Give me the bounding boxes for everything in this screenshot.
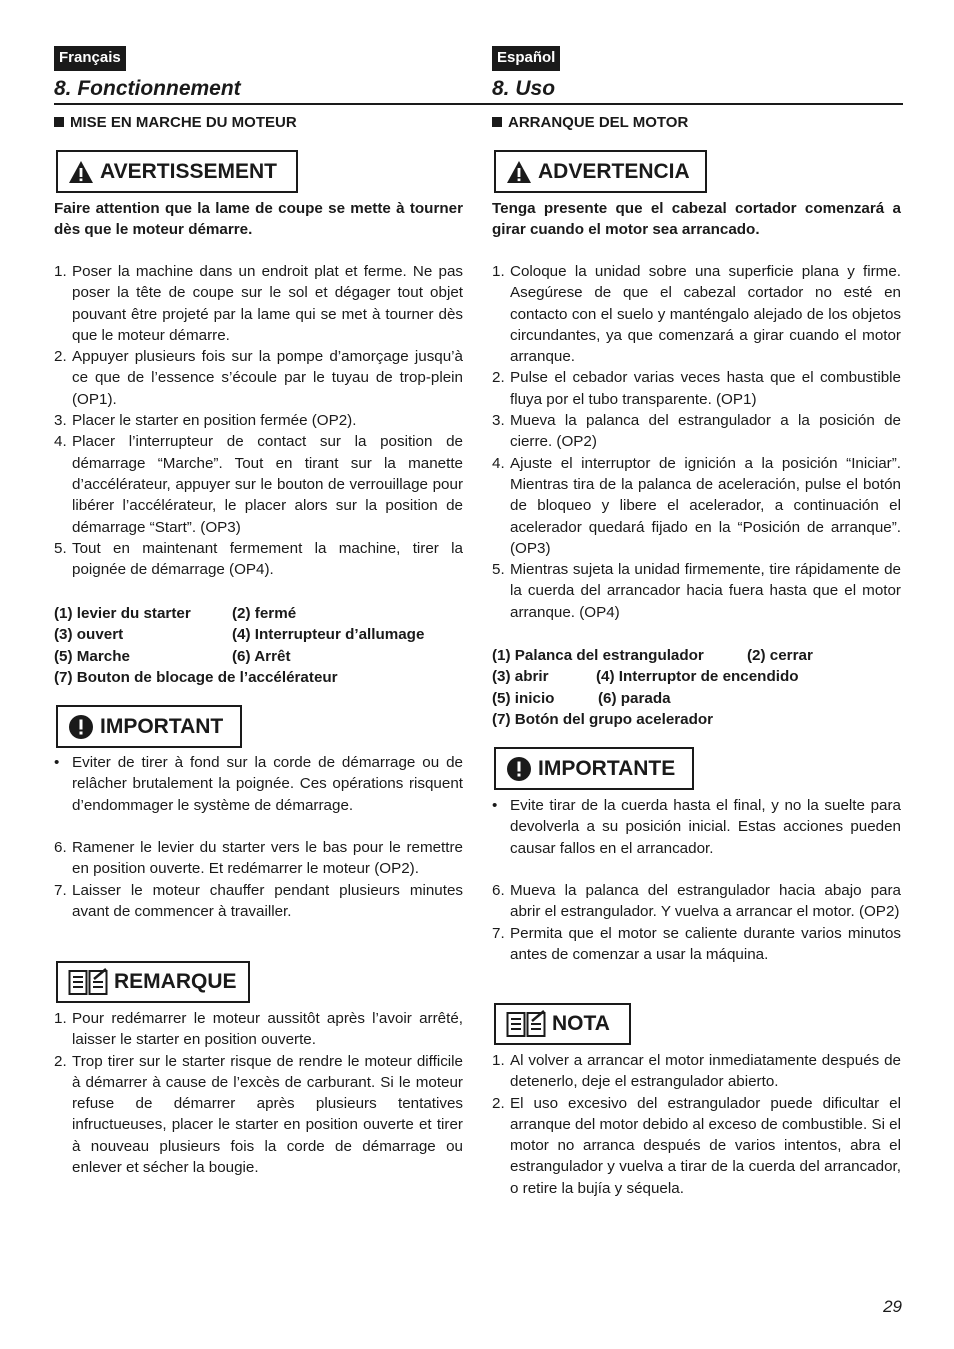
steps-continued-french — [54, 837, 463, 922]
list-item — [492, 367, 901, 410]
language-tag-french: Français — [54, 46, 126, 71]
list-text: Ramener le levier du starter vers le bas pour le remettre en position ouverte. Et redémarrer le moteur (OP2). — [72, 839, 463, 878]
list-text: Tout en maintenant fermement la machine, tirer la poignée de démarrage (OP4). — [72, 539, 463, 579]
legend-entry: (3) ouvert — [54, 626, 124, 644]
legend-entry: (2) cerrar — [747, 647, 813, 664]
steps-continued-spanish — [492, 880, 901, 965]
list-text: Appuyer plusieurs fois sur la pompe d’amorçage jusqu’à ce que de l’essence s’écoule par le tuyau de trop-plein (OP1). — [72, 348, 463, 408]
list-item — [492, 453, 901, 559]
list-text: Mueva la palanca del estrangulador a la posición de cierre. (OP2) — [510, 412, 901, 451]
list-item — [54, 1008, 463, 1051]
important-box-french: IMPORTANT — [56, 705, 242, 748]
list-item — [54, 538, 463, 581]
legend-entry: (7) Bouton de blocage de l’accélérateur — [54, 668, 338, 686]
list-number: 1. — [492, 1052, 505, 1069]
legend-entry: (3) abrir — [492, 668, 549, 686]
spanish-header — [492, 46, 902, 101]
warning-triangle-icon — [68, 160, 94, 184]
list-number: 2. — [492, 369, 505, 387]
list-item — [492, 559, 901, 623]
legend-french — [54, 603, 424, 688]
list-item — [54, 346, 463, 410]
legend-entry: (1) levier du starter — [54, 605, 191, 622]
list-text: Poser la machine dans un endroit plat et ferme. Ne pas poser la tête de coupe sur le sol et dégager tout objet pouvant être projeté par la lame qui se met à tourner dès que le moteur démarre. — [72, 263, 463, 344]
note-icon — [506, 1010, 546, 1038]
note-icon — [68, 968, 108, 996]
list-item: • Evite tirar de la cuerda hasta el final, y no la suelte para devolverla a su posición inicial. Estas acciones pueden causar fallos en el arrancador. — [492, 797, 901, 857]
warning-text-french: Faire attention que la lame de coupe se mette à tourner dès que le moteur démarre. — [54, 200, 463, 239]
list-text: El uso excesivo del estrangulador puede dificultar el arranque del motor debido al exceso de combustible. Si el motor no arranca después de varios intentos, abra el estrangulador y vuelva a tirar de la cuerda del arrancador, o retire la bujía y séquela. — [510, 1094, 901, 1197]
list-item — [54, 410, 463, 431]
legend-entry: (5) inicio — [492, 689, 555, 707]
list-number: 2. — [54, 1052, 67, 1070]
list-number: 6. — [492, 882, 505, 899]
list-number: 1. — [54, 1010, 67, 1027]
list-text: Placer le starter en position fermée (OP2). — [72, 412, 357, 430]
legend-row — [492, 688, 813, 709]
legend-row — [54, 667, 424, 688]
note-box-spanish: NOTA — [494, 1003, 631, 1045]
notes-list-spanish — [492, 1050, 901, 1199]
section-title-french: 8. Fonctionnement — [54, 77, 241, 100]
legend-entry: (5) Marche — [54, 647, 130, 665]
steps-list-french — [54, 261, 463, 580]
legend-entry: (6) parada — [598, 689, 671, 707]
list-text: Al volver a arrancar el motor inmediatamente después de detenerlo, deje el estrangulador abierto. — [510, 1052, 901, 1091]
exclamation-circle-icon — [506, 756, 532, 782]
subhead-french: MISE EN MARCHE DU MOTEUR — [54, 114, 297, 132]
list-number: 7. — [54, 881, 67, 899]
list-text: Ajuste el interruptor de ignición a la posición “Iniciar”. Mientras tira de la palanca de aceleración, pulse el botón de bloqueo y libere el acelerador, a continuación el acelerador quedará fijado en la “Posición de arranque”. (OP3) — [510, 454, 901, 557]
list-item — [492, 1050, 901, 1093]
steps-list-spanish — [492, 261, 901, 623]
list-number: 2. — [492, 1094, 505, 1112]
list-item: • Eviter de tirer à fond sur la corde de démarrage ou de relâcher brutalement la poignée. Ces opérations risquent d’endommager le système de démarrage. — [54, 754, 463, 814]
list-item — [492, 880, 901, 923]
warning-text-spanish: Tenga presente que el cabezal cortador comenzará a girar cuando el motor sea arrancado. — [492, 200, 901, 239]
list-number: 5. — [492, 561, 505, 579]
list-number: 4. — [54, 433, 67, 451]
list-number: 7. — [492, 924, 505, 942]
legend-entry: (7) Botón del grupo acelerador — [492, 710, 714, 728]
list-item — [54, 431, 463, 537]
list-number: 6. — [54, 839, 67, 856]
list-text: Pour redémarrer le moteur aussitôt après l’avoir arrêté, laisser le starter en position ouverte. — [72, 1010, 463, 1049]
language-tag-spanish: Español — [492, 46, 560, 71]
notes-list-french — [54, 1008, 463, 1178]
list-item — [54, 261, 463, 346]
square-bullet-icon — [492, 117, 502, 127]
list-text: Pulse el cebador varias veces hasta que el combustible fluya por el tubo transparente. (OP1) — [510, 369, 901, 408]
legend-row — [492, 666, 813, 687]
legend-entry: (2) fermé — [232, 605, 297, 622]
list-item — [54, 837, 463, 880]
list-number: 4. — [492, 454, 505, 472]
warning-box-french: AVERTISSEMENT — [56, 150, 298, 193]
note-box-french: REMARQUE — [56, 961, 250, 1003]
list-text: Mueva la palanca del estrangulador hacia abajo para abrir el estrangulador. Y vuelva a arrancar el motor. (OP2) — [510, 882, 901, 921]
legend-entry: (1) Palanca del estrangulador — [492, 647, 704, 664]
subhead-spanish: ARRANQUE DEL MOTOR — [492, 114, 688, 132]
important-list-french — [54, 752, 463, 816]
page-number: 29 — [883, 1297, 902, 1316]
square-bullet-icon — [54, 117, 64, 127]
list-number: 5. — [54, 539, 67, 557]
list-number: 1. — [492, 263, 505, 280]
warning-triangle-icon — [506, 160, 532, 184]
list-item — [54, 880, 463, 923]
list-item — [492, 923, 901, 966]
bullet-dot: • — [492, 797, 498, 814]
legend-row — [54, 646, 424, 667]
list-item — [492, 261, 901, 367]
section-title-spanish: 8. Uso — [492, 77, 556, 100]
legend-row — [54, 624, 424, 645]
legend-entry: (6) Arrêt — [232, 647, 291, 665]
legend-entry: (4) Interruptor de encendido — [596, 668, 799, 686]
list-number: 2. — [54, 348, 67, 366]
list-text: Trop tirer sur le starter risque de rendre le moteur difficile à démarrer à cause de l’excès de carburant. Si le moteur refuse de démarrer après plusieurs tentatives infructueuses, placer le starter en position ouverte et tirer à nouveau plusieurs fois la corde de démarrage ou enlever et sécher la bougie. — [72, 1052, 463, 1177]
list-item — [492, 1093, 901, 1199]
bullet-dot: • — [54, 754, 60, 771]
warning-box-spanish: ADVERTENCIA — [494, 150, 707, 193]
list-number: 3. — [492, 412, 505, 430]
important-box-spanish: IMPORTANTE — [494, 747, 694, 790]
legend-row — [54, 603, 424, 624]
exclamation-circle-icon — [68, 714, 94, 740]
list-number: 1. — [54, 263, 67, 280]
list-text: Coloque la unidad sobre una superficie plana y firme. Asegúrese de que el cabezal cortador no esté en contacto con el suelo y manténgalo alejado de los objetos circundantes, ya que comenzará a girar cuando el motor arranque. — [510, 263, 901, 366]
legend-row — [492, 709, 813, 730]
legend-row — [492, 645, 813, 666]
header-rule — [54, 103, 903, 105]
list-item — [54, 1051, 463, 1179]
legend-spanish — [492, 645, 813, 730]
list-text: Permita que el motor se caliente durante varios minutos antes de comenzar a usar la máquina. — [510, 924, 901, 963]
legend-entry: (4) Interrupteur d’allumage — [232, 626, 425, 644]
list-text: Laisser le moteur chauffer pendant plusieurs minutes avant de commencer à travailler. — [72, 881, 463, 920]
list-item — [492, 410, 901, 453]
list-number: 3. — [54, 412, 67, 430]
french-header — [54, 46, 464, 101]
list-text: Mientras sujeta la unidad firmemente, tire rápidamente de la cuerda del arrancador hacia fuera hasta que el motor arranque. (OP4) — [510, 561, 901, 621]
important-list-spanish — [492, 795, 901, 859]
list-text: Placer l’interrupteur de contact sur la position de démarrage “Marche”. Tout en tirant sur la manette d’accélérateur, appuyer sur le bouton de verrouillage pour libérer l’accélérateur, le placer alors sur la position de démarrage “Start”. (OP3) — [72, 433, 463, 536]
